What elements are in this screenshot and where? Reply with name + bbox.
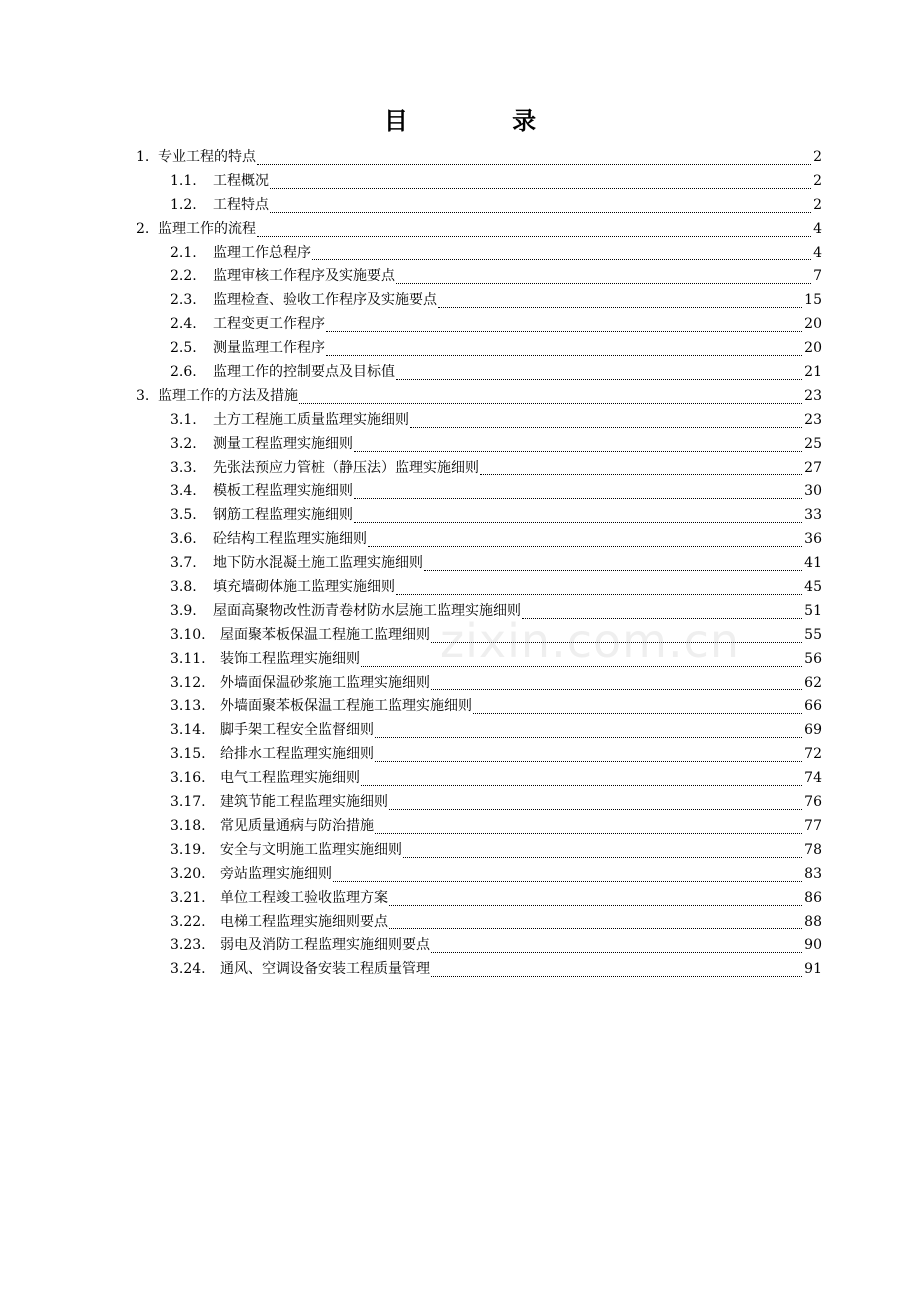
- toc-dot-leader: [396, 282, 811, 284]
- toc-entry-title: 单位工程竣工验收监理方案: [220, 889, 388, 906]
- toc-entry[interactable]: [136, 504, 822, 528]
- toc-dot-leader: [389, 808, 802, 810]
- toc-entry-title: 常见质量通病与防治措施: [220, 817, 374, 834]
- toc-entry-number: 3.4.: [170, 483, 197, 500]
- toc-entry-number: 1.: [136, 149, 150, 165]
- toc-entry-title: 监理工作的控制要点及目标值: [213, 364, 395, 381]
- toc-dot-leader: [270, 211, 811, 213]
- toc-dot-leader: [410, 426, 802, 428]
- toc-entry-title: 建筑节能工程监理实施细则: [220, 794, 388, 811]
- toc-entry-number: 3.23.: [170, 937, 206, 954]
- toc-entry-title: 监理审核工作程序及实施要点: [213, 268, 395, 285]
- toc-dot-leader: [389, 904, 802, 906]
- toc-entry-number: 3.16.: [170, 770, 206, 787]
- toc-entry-title: 工程特点: [213, 196, 269, 213]
- toc-entry-page-number: 66: [804, 698, 822, 715]
- toc-dot-leader: [312, 258, 811, 260]
- toc-entry-page-number: 30: [804, 483, 822, 500]
- toc-entry-number: 3.20.: [170, 865, 206, 882]
- toc-entry-title: 监理工作总程序: [213, 244, 311, 261]
- toc-entry-page-number: 36: [804, 531, 822, 548]
- toc-dot-leader: [480, 473, 802, 475]
- toc-entry-title: 测量工程监理实施细则: [213, 435, 353, 452]
- toc-entry-number: 2.2.: [170, 268, 197, 285]
- toc-entry-page-number: 69: [804, 722, 822, 739]
- toc-entry-number: 3.22.: [170, 913, 206, 930]
- toc-entry-page-number: 2: [813, 196, 822, 213]
- toc-entry-title: 弱电及消防工程监理实施细则要点: [220, 937, 430, 954]
- toc-entry[interactable]: [136, 648, 822, 672]
- toc-entry[interactable]: [136, 624, 822, 648]
- toc-entry-number: 1.1.: [170, 172, 197, 189]
- toc-entry-title: 专业工程的特点: [158, 149, 256, 165]
- toc-entry-page-number: 56: [804, 650, 822, 667]
- toc-entry[interactable]: [136, 911, 822, 935]
- toc-entry[interactable]: [136, 170, 822, 194]
- toc-entry-number: 3.2.: [170, 435, 197, 452]
- toc-entry[interactable]: [136, 839, 822, 863]
- toc-entry-title: 屋面聚苯板保温工程施工监理细则: [220, 626, 430, 643]
- toc-dot-leader: [375, 760, 802, 762]
- toc-entry-number: 3.17.: [170, 794, 206, 811]
- toc-entry[interactable]: [136, 385, 822, 409]
- toc-dot-leader: [438, 306, 802, 308]
- toc-entry-title: 监理工作的流程: [158, 220, 256, 237]
- toc-entry-number: 3.21.: [170, 889, 206, 906]
- toc-entry[interactable]: [136, 242, 822, 266]
- toc-entry[interactable]: [136, 791, 822, 815]
- toc-dot-leader: [431, 951, 802, 953]
- toc-entry-title: 地下防水混凝土施工监理实施细则: [213, 555, 423, 572]
- toc-entry-page-number: 21: [804, 364, 822, 381]
- toc-entry-page-number: 4: [813, 220, 822, 237]
- toc-entry-number: 3.12.: [170, 674, 206, 691]
- toc-entry-title: 屋面高聚物改性沥青卷材防水层施工监理实施细则: [213, 602, 521, 619]
- toc-entry[interactable]: [136, 218, 822, 242]
- toc-dot-leader: [431, 641, 802, 643]
- toc-entry-page-number: 72: [804, 746, 822, 763]
- toc-entry-page-number: 20: [804, 316, 822, 333]
- toc-entry[interactable]: [136, 743, 822, 767]
- toc-entry-title: 电气工程监理实施细则: [220, 770, 360, 787]
- toc-dot-leader: [326, 330, 802, 332]
- toc-dot-leader: [270, 187, 811, 189]
- toc-entry-page-number: 83: [804, 865, 822, 882]
- toc-entry-title: 外墙面保温砂浆施工监理实施细则: [220, 674, 430, 691]
- toc-entry-number: 2.4.: [170, 316, 197, 333]
- toc-entry[interactable]: [136, 480, 822, 504]
- toc-entry-page-number: 91: [804, 961, 822, 978]
- toc-entry-title: 旁站监理实施细则: [220, 865, 332, 882]
- toc-entry[interactable]: [136, 576, 822, 600]
- toc-entry-page-number: 76: [804, 794, 822, 811]
- toc-entry-number: 3.13.: [170, 698, 206, 715]
- toc-entry-page-number: 86: [804, 889, 822, 906]
- toc-entry-number: 3.: [136, 387, 150, 404]
- toc-entry-page-number: 55: [804, 626, 822, 643]
- toc-dot-leader: [299, 402, 802, 404]
- toc-dot-leader: [522, 617, 802, 619]
- toc-dot-leader: [389, 927, 802, 929]
- toc-dot-leader: [424, 569, 802, 571]
- toc-entry[interactable]: [136, 313, 822, 337]
- toc-entry-page-number: 27: [804, 459, 822, 476]
- toc-entry-number: 3.14.: [170, 722, 206, 739]
- toc-entry[interactable]: [136, 863, 822, 887]
- toc-dot-leader: [431, 688, 802, 690]
- toc-entry-title: 钢筋工程监理实施细则: [213, 507, 353, 524]
- toc-entry[interactable]: [136, 433, 822, 457]
- toc-entry-page-number: 88: [804, 913, 822, 930]
- toc-entry-page-number: 23: [804, 411, 822, 428]
- toc-entry-page-number: 90: [804, 937, 822, 954]
- toc-entry-title: 工程概况: [213, 172, 269, 189]
- toc-entry-page-number: 7: [813, 268, 822, 285]
- toc-entry-number: 2.3.: [170, 292, 197, 309]
- toc-entry[interactable]: [136, 552, 822, 576]
- toc-dot-leader: [375, 736, 802, 738]
- toc-entry[interactable]: [136, 337, 822, 361]
- toc-dot-leader: [396, 378, 802, 380]
- toc-entry-number: 3.1.: [170, 411, 197, 428]
- watermark: zixin.com.cn: [440, 614, 741, 668]
- toc-dot-leader: [354, 497, 802, 499]
- toc-entry-page-number: 4: [813, 244, 822, 261]
- toc-entry-number: 3.3.: [170, 459, 197, 476]
- toc-dot-leader: [361, 665, 802, 667]
- toc-entry[interactable]: [136, 265, 822, 289]
- toc-entry-title: 监理检查、验收工作程序及实施要点: [213, 292, 437, 309]
- toc-entry[interactable]: [136, 600, 822, 624]
- toc-entry-title: 填充墙砌体施工监理实施细则: [213, 579, 395, 596]
- toc-entry-page-number: 41: [804, 555, 822, 572]
- toc-entry-number: 3.9.: [170, 602, 197, 619]
- toc-entry-page-number: 74: [804, 770, 822, 787]
- toc-entry-number: 3.5.: [170, 507, 197, 524]
- toc-entry-title: 测量监理工作程序: [213, 340, 325, 357]
- toc-title: 目 录: [383, 106, 585, 135]
- toc-entry-page-number: 33: [804, 507, 822, 524]
- toc-entry-number: 3.24.: [170, 961, 206, 978]
- toc-entry-number: 1.2.: [170, 196, 197, 213]
- toc-dot-leader: [403, 856, 802, 858]
- toc-entry-number: 3.18.: [170, 817, 206, 834]
- toc-entry-number: 2.: [136, 220, 150, 237]
- toc-entry-number: 3.6.: [170, 531, 197, 548]
- toc-dot-leader: [257, 235, 811, 237]
- toc-entry-page-number: 20: [804, 340, 822, 357]
- toc-entry[interactable]: [136, 719, 822, 743]
- toc-entry[interactable]: [136, 194, 822, 218]
- toc-dot-leader: [354, 521, 802, 523]
- toc-entry-number: 3.7.: [170, 555, 197, 572]
- toc-entry-number: 3.11.: [170, 650, 206, 667]
- toc-entry[interactable]: [136, 409, 822, 433]
- toc-dot-leader: [257, 163, 811, 165]
- toc-dot-leader: [368, 545, 802, 547]
- toc-entry-page-number: 77: [804, 817, 822, 834]
- toc-entry-number: 3.15.: [170, 746, 206, 763]
- toc-dot-leader: [354, 450, 802, 452]
- toc-entry[interactable]: [136, 361, 822, 385]
- toc-entry[interactable]: [136, 815, 822, 839]
- toc-dot-leader: [396, 593, 802, 595]
- toc-entry-page-number: 23: [804, 387, 822, 404]
- toc-list: [136, 146, 822, 982]
- toc-entry[interactable]: [136, 146, 822, 170]
- toc-entry-number: 3.19.: [170, 841, 206, 858]
- toc-entry-title: 土方工程施工质量监理实施细则: [213, 411, 409, 428]
- toc-entry[interactable]: [136, 767, 822, 791]
- toc-dot-leader: [361, 784, 802, 786]
- toc-dot-leader: [431, 975, 802, 977]
- toc-entry-title: 模板工程监理实施细则: [213, 483, 353, 500]
- toc-entry[interactable]: [136, 672, 822, 696]
- toc-entry-title: 工程变更工作程序: [213, 316, 325, 333]
- toc-entry-title: 脚手架工程安全监督细则: [220, 722, 374, 739]
- toc-entry-title: 电梯工程监理实施细则要点: [220, 913, 388, 930]
- toc-entry-title: 砼结构工程监理实施细则: [213, 531, 367, 548]
- toc-entry[interactable]: [136, 934, 822, 958]
- toc-entry-number: 3.10.: [170, 626, 206, 643]
- toc-dot-leader: [375, 832, 802, 834]
- toc-entry-page-number: 15: [804, 292, 822, 309]
- toc-entry-title: 外墙面聚苯板保温工程施工监理实施细则: [220, 698, 472, 715]
- toc-entry-title: 安全与文明施工监理实施细则: [220, 841, 402, 858]
- toc-entry-title: 监理工作的方法及措施: [158, 387, 298, 404]
- toc-entry-number: 2.5.: [170, 340, 197, 357]
- toc-dot-leader: [333, 880, 802, 882]
- toc-entry-number: 2.1.: [170, 244, 197, 261]
- toc-entry-title: 先张法预应力管桩（静压法）监理实施细则: [213, 459, 479, 476]
- toc-entry-page-number: 2: [813, 149, 822, 165]
- toc-entry-number: 2.6.: [170, 364, 197, 381]
- toc-entry[interactable]: [136, 457, 822, 481]
- toc-entry-page-number: 2: [813, 172, 822, 189]
- toc-entry[interactable]: [136, 958, 822, 982]
- toc-entry-page-number: 78: [804, 841, 822, 858]
- toc-dot-leader: [326, 354, 802, 356]
- toc-dot-leader: [473, 712, 802, 714]
- toc-entry-title: 给排水工程监理实施细则: [220, 746, 374, 763]
- toc-entry-page-number: 25: [804, 435, 822, 452]
- toc-entry[interactable]: [136, 289, 822, 313]
- toc-entry[interactable]: [136, 528, 822, 552]
- toc-entry-page-number: 51: [804, 602, 822, 619]
- toc-entry-title: 装饰工程监理实施细则: [220, 650, 360, 667]
- toc-entry[interactable]: [136, 887, 822, 911]
- toc-entry-page-number: 62: [804, 674, 822, 691]
- toc-entry-number: 3.8.: [170, 579, 197, 596]
- toc-entry-title: 通风、空调设备安装工程质量管理: [220, 961, 430, 978]
- toc-entry[interactable]: [136, 695, 822, 719]
- toc-entry-page-number: 45: [804, 579, 822, 596]
